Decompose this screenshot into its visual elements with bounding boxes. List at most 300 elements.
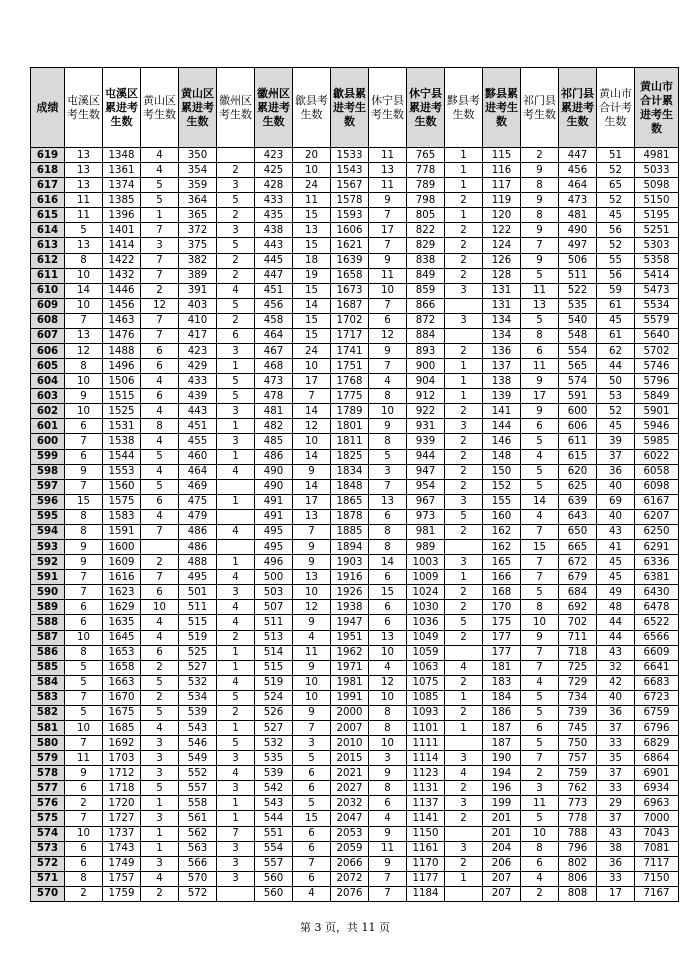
count-cell: 4 — [217, 675, 255, 690]
count-cell: 1141 — [407, 811, 445, 826]
count-cell: 10 — [521, 826, 559, 841]
count-cell: 55 — [597, 253, 635, 268]
count-cell: 6 — [65, 449, 103, 464]
count-cell: 524 — [255, 690, 293, 705]
score-cell: 594 — [31, 524, 65, 539]
count-cell: 190 — [483, 751, 521, 766]
table-row — [31, 208, 679, 223]
count-cell: 507 — [255, 600, 293, 615]
count-cell: 13 — [369, 630, 407, 645]
count-cell: 10 — [293, 434, 331, 449]
count-cell: 7 — [369, 479, 407, 494]
header-row — [31, 68, 679, 148]
count-cell: 4 — [369, 374, 407, 389]
column-header: 黄山市合计考生数 — [597, 68, 635, 148]
count-cell: 1775 — [331, 389, 369, 404]
count-cell: 170 — [483, 600, 521, 615]
count-cell: 8 — [369, 524, 407, 539]
count-cell: 4 — [293, 886, 331, 901]
count-cell: 2007 — [331, 720, 369, 735]
count-cell: 435 — [255, 208, 293, 223]
count-cell: 120 — [483, 208, 521, 223]
count-cell: 6 — [141, 585, 179, 600]
count-cell: 6 — [293, 766, 331, 781]
count-cell: 5033 — [635, 163, 679, 178]
count-cell: 539 — [179, 705, 217, 720]
count-cell: 3 — [217, 856, 255, 871]
table-body — [31, 148, 679, 902]
count-cell: 6 — [141, 359, 179, 374]
count-cell: 451 — [179, 419, 217, 434]
count-cell: 13 — [369, 163, 407, 178]
count-cell: 1609 — [103, 555, 141, 570]
count-cell: 1991 — [331, 690, 369, 705]
count-cell: 1621 — [331, 238, 369, 253]
count-cell: 207 — [483, 871, 521, 886]
count-cell: 561 — [179, 811, 217, 826]
count-cell: 11 — [65, 208, 103, 223]
count-cell: 1685 — [103, 720, 141, 735]
count-cell: 11 — [521, 283, 559, 298]
count-cell: 2 — [521, 148, 559, 163]
table-row — [31, 766, 679, 781]
count-cell: 15 — [293, 208, 331, 223]
count-cell: 364 — [179, 193, 217, 208]
count-cell: 967 — [407, 494, 445, 509]
count-cell: 506 — [559, 253, 597, 268]
count-cell: 904 — [407, 374, 445, 389]
count-cell: 759 — [559, 766, 597, 781]
count-cell: 501 — [179, 585, 217, 600]
count-cell: 7 — [65, 585, 103, 600]
count-cell: 625 — [559, 479, 597, 494]
count-cell: 560 — [255, 886, 293, 901]
count-cell: 14 — [293, 404, 331, 419]
count-cell: 3 — [141, 811, 179, 826]
table-row — [31, 630, 679, 645]
count-cell: 1720 — [103, 796, 141, 811]
count-cell: 1476 — [103, 328, 141, 343]
count-cell: 139 — [483, 389, 521, 404]
count-cell: 5 — [141, 193, 179, 208]
count-cell: 14 — [521, 494, 559, 509]
count-cell: 2 — [217, 313, 255, 328]
count-cell: 9 — [293, 555, 331, 570]
score-cell: 599 — [31, 449, 65, 464]
count-cell: 6 — [293, 781, 331, 796]
count-cell: 9 — [521, 404, 559, 419]
count-cell: 1567 — [331, 178, 369, 193]
count-cell: 1591 — [103, 524, 141, 539]
count-cell: 9 — [293, 464, 331, 479]
count-cell: 3 — [217, 404, 255, 419]
count-cell: 6430 — [635, 585, 679, 600]
count-cell: 5 — [141, 449, 179, 464]
count-cell: 1049 — [407, 630, 445, 645]
count-cell: 5 — [217, 193, 255, 208]
count-cell: 4 — [141, 163, 179, 178]
count-cell: 9 — [369, 419, 407, 434]
count-cell: 131 — [483, 283, 521, 298]
count-cell: 1101 — [407, 720, 445, 735]
count-cell: 33 — [597, 871, 635, 886]
table-row — [31, 253, 679, 268]
count-cell: 1663 — [103, 675, 141, 690]
count-cell: 5 — [65, 660, 103, 675]
count-cell: 1059 — [407, 645, 445, 660]
count-cell: 6 — [369, 509, 407, 524]
count-cell: 11 — [369, 841, 407, 856]
count-cell: 17 — [293, 374, 331, 389]
count-cell: 15 — [369, 585, 407, 600]
count-cell: 5 — [293, 751, 331, 766]
count-cell: 5 — [141, 178, 179, 193]
count-cell: 36 — [597, 856, 635, 871]
count-cell: 829 — [407, 238, 445, 253]
count-cell: 5 — [217, 238, 255, 253]
count-cell: 3 — [445, 796, 483, 811]
count-cell: 148 — [483, 449, 521, 464]
count-cell: 43 — [597, 524, 635, 539]
count-cell: 2 — [445, 464, 483, 479]
count-cell: 8 — [369, 434, 407, 449]
count-cell: 119 — [483, 193, 521, 208]
count-cell: 8 — [65, 645, 103, 660]
count-cell: 866 — [407, 298, 445, 313]
score-cell: 576 — [31, 796, 65, 811]
count-cell: 52 — [597, 404, 635, 419]
count-cell: 973 — [407, 509, 445, 524]
count-cell: 1170 — [407, 856, 445, 871]
count-cell: 14 — [65, 283, 103, 298]
count-cell: 3 — [217, 751, 255, 766]
count-cell: 144 — [483, 419, 521, 434]
count-cell: 1673 — [331, 283, 369, 298]
count-cell: 2 — [521, 886, 559, 901]
count-cell: 162 — [483, 524, 521, 539]
count-cell: 5946 — [635, 419, 679, 434]
count-cell: 33 — [597, 781, 635, 796]
count-cell: 9 — [369, 344, 407, 359]
count-cell: 8 — [369, 389, 407, 404]
count-cell: 540 — [559, 313, 597, 328]
count-cell: 1 — [445, 720, 483, 735]
count-cell: 1533 — [331, 148, 369, 163]
count-cell: 443 — [255, 238, 293, 253]
count-cell: 2 — [141, 886, 179, 901]
count-cell: 1951 — [331, 630, 369, 645]
count-cell: 3 — [217, 871, 255, 886]
count-cell: 549 — [179, 751, 217, 766]
count-cell: 13 — [293, 509, 331, 524]
count-cell: 7 — [141, 570, 179, 585]
count-cell: 2 — [445, 253, 483, 268]
count-cell: 2 — [445, 344, 483, 359]
count-cell: 7 — [521, 645, 559, 660]
count-cell: 2 — [141, 555, 179, 570]
count-cell: 391 — [179, 283, 217, 298]
count-cell: 6336 — [635, 555, 679, 570]
count-cell — [445, 298, 483, 313]
count-cell: 1947 — [331, 615, 369, 630]
count-cell: 3 — [217, 178, 255, 193]
count-cell: 9 — [65, 766, 103, 781]
count-cell: 5 — [521, 434, 559, 449]
count-cell: 2015 — [331, 751, 369, 766]
count-cell: 65 — [597, 178, 635, 193]
score-cell: 572 — [31, 856, 65, 871]
count-cell: 10 — [369, 645, 407, 660]
count-cell: 11 — [65, 751, 103, 766]
table-header — [31, 68, 679, 148]
score-cell: 588 — [31, 615, 65, 630]
count-cell: 464 — [255, 328, 293, 343]
count-cell: 6 — [293, 826, 331, 841]
count-cell: 1488 — [103, 344, 141, 359]
count-cell: 1024 — [407, 585, 445, 600]
count-cell: 1727 — [103, 811, 141, 826]
count-cell: 443 — [179, 404, 217, 419]
count-cell: 615 — [559, 449, 597, 464]
count-cell: 45 — [597, 555, 635, 570]
count-cell: 3 — [217, 841, 255, 856]
count-cell: 1560 — [103, 479, 141, 494]
column-header: 黄山市合计累进考生数 — [635, 68, 679, 148]
count-cell: 514 — [255, 645, 293, 660]
count-cell: 572 — [179, 886, 217, 901]
table-row — [31, 163, 679, 178]
column-header: 黄山区考生数 — [141, 68, 179, 148]
count-cell: 1903 — [331, 555, 369, 570]
count-cell: 7 — [141, 313, 179, 328]
count-cell: 354 — [179, 163, 217, 178]
count-cell: 14 — [369, 555, 407, 570]
count-cell: 11 — [521, 796, 559, 811]
count-cell: 44 — [597, 615, 635, 630]
count-cell: 204 — [483, 841, 521, 856]
count-cell: 1 — [217, 555, 255, 570]
count-cell: 451 — [255, 283, 293, 298]
count-cell: 497 — [559, 238, 597, 253]
count-cell: 1811 — [331, 434, 369, 449]
count-cell: 122 — [483, 223, 521, 238]
count-cell: 24 — [293, 344, 331, 359]
count-cell: 762 — [559, 781, 597, 796]
count-cell: 9 — [521, 193, 559, 208]
table-row — [31, 720, 679, 735]
count-cell: 69 — [597, 494, 635, 509]
count-cell: 912 — [407, 389, 445, 404]
count-cell: 177 — [483, 645, 521, 660]
count-cell: 931 — [407, 419, 445, 434]
count-cell: 4 — [141, 509, 179, 524]
count-cell: 1749 — [103, 856, 141, 871]
count-cell: 849 — [407, 268, 445, 283]
count-cell: 13 — [293, 223, 331, 238]
count-cell: 469 — [179, 479, 217, 494]
count-cell: 14 — [293, 479, 331, 494]
count-cell: 6 — [521, 419, 559, 434]
count-cell: 565 — [559, 359, 597, 374]
count-cell: 3 — [141, 238, 179, 253]
count-cell: 8 — [369, 720, 407, 735]
count-cell: 1 — [217, 796, 255, 811]
table-row — [31, 871, 679, 886]
count-cell: 2000 — [331, 705, 369, 720]
count-cell: 8 — [65, 509, 103, 524]
count-cell: 511 — [179, 600, 217, 615]
count-cell: 4 — [521, 871, 559, 886]
count-cell: 5 — [293, 796, 331, 811]
count-cell: 187 — [483, 720, 521, 735]
count-cell: 485 — [255, 434, 293, 449]
count-cell: 194 — [483, 766, 521, 781]
count-cell: 4 — [141, 374, 179, 389]
count-cell: 150 — [483, 464, 521, 479]
count-cell: 3 — [445, 494, 483, 509]
count-cell: 511 — [559, 268, 597, 283]
count-cell: 165 — [483, 555, 521, 570]
count-cell: 543 — [255, 796, 293, 811]
count-cell: 8 — [369, 781, 407, 796]
count-cell: 532 — [255, 736, 293, 751]
count-cell: 15 — [293, 313, 331, 328]
count-cell: 184 — [483, 690, 521, 705]
count-cell: 37 — [597, 811, 635, 826]
count-cell: 1003 — [407, 555, 445, 570]
count-cell: 643 — [559, 509, 597, 524]
count-cell: 6 — [141, 344, 179, 359]
count-cell: 562 — [179, 826, 217, 841]
count-cell: 1184 — [407, 886, 445, 901]
count-cell: 3 — [293, 736, 331, 751]
count-cell: 6723 — [635, 690, 679, 705]
count-cell: 1553 — [103, 464, 141, 479]
score-cell: 603 — [31, 389, 65, 404]
score-cell: 579 — [31, 751, 65, 766]
table-row — [31, 736, 679, 751]
count-cell: 2 — [65, 796, 103, 811]
count-cell: 1075 — [407, 675, 445, 690]
count-cell: 7 — [521, 524, 559, 539]
count-cell: 11 — [369, 178, 407, 193]
count-cell: 5 — [521, 313, 559, 328]
count-cell: 1361 — [103, 163, 141, 178]
count-cell: 1971 — [331, 660, 369, 675]
count-cell: 5 — [65, 675, 103, 690]
count-cell: 7150 — [635, 871, 679, 886]
count-cell: 7 — [293, 720, 331, 735]
count-cell: 43 — [597, 826, 635, 841]
count-cell: 796 — [559, 841, 597, 856]
table-row — [31, 359, 679, 374]
count-cell: 10 — [65, 720, 103, 735]
count-cell: 32 — [597, 660, 635, 675]
count-cell: 2 — [445, 193, 483, 208]
count-cell: 6250 — [635, 524, 679, 539]
count-cell: 1848 — [331, 479, 369, 494]
count-cell: 554 — [559, 344, 597, 359]
column-header: 黟县考生数 — [445, 68, 483, 148]
count-cell: 4 — [217, 766, 255, 781]
count-cell: 1 — [141, 208, 179, 223]
count-cell: 822 — [407, 223, 445, 238]
count-cell: 5098 — [635, 178, 679, 193]
score-cell: 610 — [31, 283, 65, 298]
count-cell: 4 — [217, 615, 255, 630]
score-cell: 584 — [31, 675, 65, 690]
column-header: 徽州区考生数 — [217, 68, 255, 148]
count-cell: 5 — [217, 736, 255, 751]
count-cell: 382 — [179, 253, 217, 268]
count-cell: 1 — [217, 494, 255, 509]
count-cell: 5 — [521, 705, 559, 720]
count-cell: 10 — [369, 283, 407, 298]
count-cell: 8 — [369, 705, 407, 720]
count-cell: 479 — [179, 509, 217, 524]
count-cell: 134 — [483, 313, 521, 328]
count-cell: 117 — [483, 178, 521, 193]
score-cell: 581 — [31, 720, 65, 735]
count-cell: 6381 — [635, 570, 679, 585]
count-cell: 11 — [293, 193, 331, 208]
table-row — [31, 344, 679, 359]
count-cell: 5579 — [635, 313, 679, 328]
table-row — [31, 781, 679, 796]
table-row — [31, 389, 679, 404]
count-cell: 3 — [369, 751, 407, 766]
count-cell: 9 — [293, 660, 331, 675]
score-cell: 573 — [31, 841, 65, 856]
count-cell: 1446 — [103, 283, 141, 298]
count-cell: 6 — [65, 419, 103, 434]
count-cell: 7 — [141, 223, 179, 238]
count-cell: 7 — [65, 434, 103, 449]
count-cell: 6641 — [635, 660, 679, 675]
count-cell: 15 — [521, 540, 559, 555]
score-cell: 601 — [31, 419, 65, 434]
table-row — [31, 660, 679, 675]
count-cell — [217, 148, 255, 163]
count-cell: 423 — [179, 344, 217, 359]
count-cell: 3 — [521, 781, 559, 796]
count-cell: 62 — [597, 344, 635, 359]
count-cell: 7043 — [635, 826, 679, 841]
score-cell: 577 — [31, 781, 65, 796]
count-cell: 7 — [293, 389, 331, 404]
count-cell: 1834 — [331, 464, 369, 479]
count-cell: 6 — [521, 344, 559, 359]
score-table — [30, 67, 679, 902]
count-cell: 6 — [65, 781, 103, 796]
count-cell: 2053 — [331, 826, 369, 841]
count-cell: 2 — [445, 434, 483, 449]
count-cell: 7 — [521, 660, 559, 675]
count-cell: 8 — [521, 178, 559, 193]
score-cell: 590 — [31, 585, 65, 600]
count-cell: 1606 — [331, 223, 369, 238]
score-cell: 604 — [31, 374, 65, 389]
count-cell: 13 — [65, 328, 103, 343]
count-cell: 4 — [217, 524, 255, 539]
count-cell: 486 — [179, 524, 217, 539]
count-cell: 2 — [445, 856, 483, 871]
count-cell — [217, 479, 255, 494]
score-cell: 586 — [31, 645, 65, 660]
count-cell: 2010 — [331, 736, 369, 751]
count-cell: 9 — [521, 223, 559, 238]
count-cell: 7 — [65, 570, 103, 585]
